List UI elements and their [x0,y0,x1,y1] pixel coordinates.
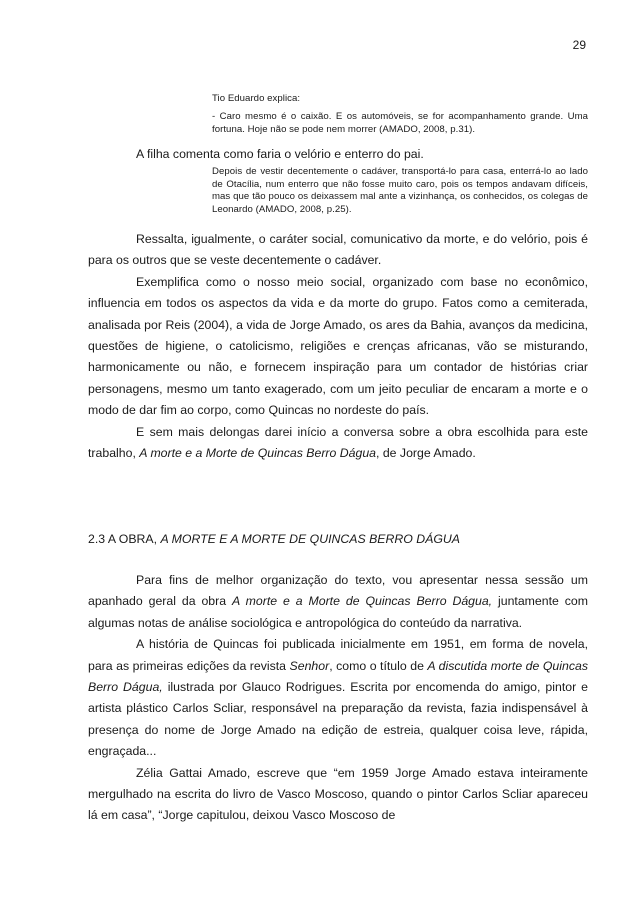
heading-book-title: A MORTE E A MORTE DE QUINCAS BERRO DÁGUA [160,532,460,546]
paragraph: E sem mais delongas darei início a conversa sobre a obra escolhida para este trabalho, A morte e a Morte de Quincas Berro Dágua, de Jorge Amado. [88,424,588,461]
magazine-title: Senhor [289,658,330,673]
book-title: A morte e a Morte de Quincas Berro Dágua, [232,594,493,609]
paragraph: Zélia Gattai Amado, escreve que “em 1959 Jorge Amado estava inteiramente mergulhado na escrita do livro de Vasco Moscoso, quando o pintor Carlos Scliar apareceu lá em casa”, “Jorge capitulou, deixou Vasco Moscoso de [88,765,588,823]
body-block-1 [88,229,588,464]
page-number: 29 [572,38,586,52]
book-title: A morte e a Morte de Quincas Berro Dágua [139,446,376,461]
book-title: A discutida morte de Quincas Berro Dágua, [88,658,588,695]
paragraph: Para fins de melhor organização do texto, vou apresentar nessa sessão um apanhado geral da obra A morte e a Morte de Quincas Berro Dágua, juntamente com algumas notas de análise sociológica e antropológica do conteúdo da narrativa. [88,573,589,630]
section-heading: 2.3 A OBRA, A MORTE E A MORTE DE QUINCAS BERRO DÁGUA [88,532,460,546]
paragraph: A história de Quincas foi publicada inicialmente em 1951, em forma de novela, para as primeiras edições da revista Senhor, como o título de A discutida morte de Quincas Berro Dágua, ilustrada por Glauco Rodrigues. Escrita por encomenda do amigo, pintor e artista plástico Carlos Scliar, responsável na preparação da revista, fazia indispensável à presença do nome de Jorge Amado na edição de estreia, qualquer coisa leve, rápida, engraçada... [88,637,589,759]
paragraph: Exemplifica como o nosso meio social, organizado com base no econômico, influencia em todos os aspectos da vida e da morte do grupo. Fatos como a cemiterada, analisada por Reis (2004), a vida de Jorge Amado, os ares da Bahia, avanços da medicina, questões de higiene, o catolicismo, religiões e crenças africanas, vão se misturando, harmonicamente ou não, e fornecem inspiração para um contador de histórias criar personagens, mesmo um tanto exagerado, com um jeito peculiar de encaram a morte e o modo de dar fim ao corpo, como Quincas no nordeste do país. [88,274,588,418]
body-block-2 [88,570,588,827]
paragraph: A filha comenta como faria o velório e enterro do pai. [136,147,424,161]
paragraph: Ressalta, igualmente, o caráter social, comunicativo da morte, e do velório, pois é para os outros que se veste decentemente o cadáver. [88,232,588,268]
block-quote-1: - Caro mesmo é o caixão. E os automóveis, se for acompanhamento grande. Uma fortuna. Hoje não se pode nem morrer (AMADO, 2008, p.31). [212,111,588,135]
intro-paragraph [88,144,588,165]
quote-intro: Tio Eduardo explica: [212,93,301,104]
block-quote-2: Depois de vestir decentemente o cadáver, transportá-lo para casa, enterrá-lo ao lado de Otacília, num enterro que não fosse muito caro, pois os tempos andavam difíceis, mas que tão pouco os deixassem mal ante a vizinhança, os conhecidos, os colegas de Leonardo (AMADO, 2008, p.25). [212,166,588,215]
